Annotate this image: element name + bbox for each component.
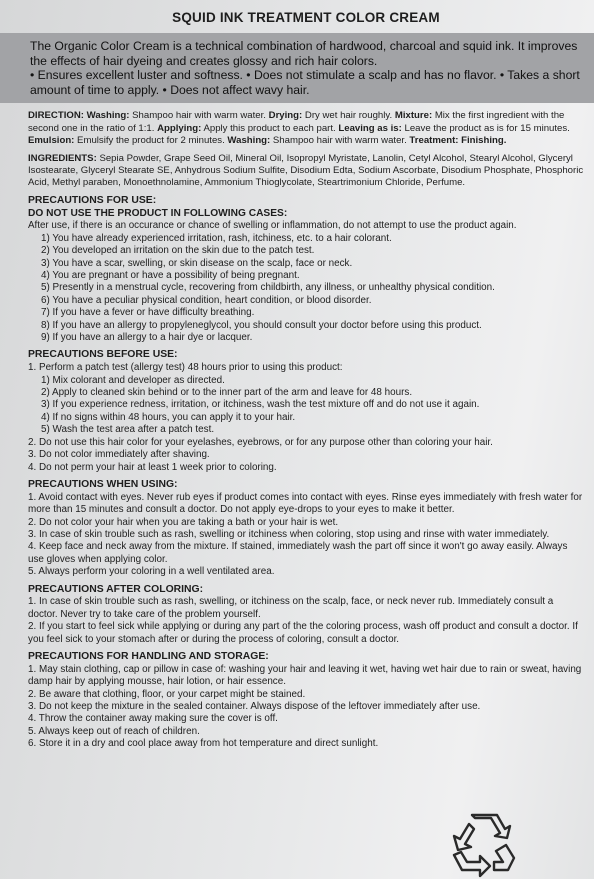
intro-band (0, 33, 594, 103)
list-item: 9) If you have an allergy to a hair dye or lacquer. (41, 332, 253, 344)
precautions-when-heading: PRECAUTIONS WHEN USING: (28, 478, 178, 490)
list-item: 7) If you have a fever or have difficulty breathing. (41, 307, 255, 319)
precautions-before-heading: PRECAUTIONS BEFORE USE: (28, 349, 178, 361)
mixture-label: Mixture: (394, 110, 433, 122)
direction-label: DIRECTION: (28, 110, 84, 122)
washing2-label: Washing: (227, 135, 271, 147)
list-item: 5) Wash the test area after a patch test. (41, 424, 215, 436)
list-item: 3) If you experience redness, irritation, or itchiness, wash the test mixture off and do not use it again. (41, 399, 480, 411)
list-item: 6. Store it in a dry and cool place away from hot temperature and direct sunlight. (28, 738, 379, 750)
applying-text: Apply this product to each part. (203, 122, 336, 134)
precautions-use-subheading: DO NOT USE THE PRODUCT IN FOLLOWING CASES: (28, 207, 288, 219)
list-item: 1) You have already experienced irritation, rash, itchiness, etc. to a hair colorant. (41, 232, 392, 244)
precautions-storage-list (28, 664, 584, 751)
ingredients-text: Sepia Powder, Grape Seed Oil, Mineral Oil, Isopropyl Myristate, Lanolin, Cetyl Alcohol, Stearyl Alcohol, Glyceryl Isostearate, Glyceryl Stearate SE, Anhydrous Sodium Sulfite, Disodium Edta, Sodium Ascorbate, Disodium Phosphate, Phosphoric Acid, Methyl paraben, Monoethnolamine, Ammonium Thioglycolate, Steartrimonium Chloride, Perfume. (28, 152, 584, 189)
list-item: 2. If you start to feel sick while applying or during any part of the the coloring process, wash off product and consult a doctor. If you feel sick to your stomach after or during the process of coloring, consult a doctor. (28, 621, 578, 645)
list-item: 4. Keep face and neck away from the mixture. If stained, immediately wash the part off since it won't go away easily. Always use gloves when applying color. (28, 541, 568, 565)
list-item: 3. In case of skin trouble such as rash, swelling or itchiness when coloring, stop using and rinse with water immediately. (28, 528, 550, 540)
page-title: SQUID INK TREATMENT COLOR CREAM (172, 10, 440, 25)
list-item: 2. Do not use this hair color for your eyelashes, eyebrows, or for any purpose other than coloring your hair. (28, 436, 493, 448)
precautions-storage-heading: PRECAUTIONS FOR HANDLING AND STORAGE: (28, 650, 269, 662)
washing-label: Washing: (86, 110, 130, 122)
precautions-before-list-cont (28, 437, 584, 474)
intro-text: The Organic Color Cream is a technical combination of hardwood, charcoal and squid ink. It improves the effects of hair dyeing and creates glossy and rich hair colors. (30, 39, 578, 68)
list-item: 8) If you have an allergy to propyleneglycol, you should consult your doctor before using this product. (41, 319, 482, 331)
list-item: 3. Do not color immediately after shaving. (28, 449, 210, 461)
precautions-use-lead: After use, if there is an occurance or chance of swelling or inflammation, do not attempt to use the product again. (28, 220, 517, 232)
list-item: 1. May stain clothing, cap or pillow in case of: washing your hair and leaving it wet, having wet hair due to rain or sweat, having damp hair by applying mousse, hair lotion, or hair essence. (28, 663, 582, 688)
list-item: 4) You are pregnant or have a possibility of being pregnant. (41, 270, 300, 282)
list-item: 5. Always perform your coloring in a well ventilated area. (28, 566, 275, 578)
precautions-use-list (28, 233, 584, 345)
list-item: 4. Throw the container away making sure the cover is off. (28, 713, 278, 725)
washing-text: Shampoo hair with warm water. (132, 110, 266, 122)
washing2-text: Shampoo hair with warm water. (272, 135, 407, 147)
emulsion-label: Emulsion: (28, 135, 75, 147)
precautions-when-list (28, 492, 584, 579)
list-item: 1. Perform a patch test (allergy test) 48 hours prior to using this product: (28, 362, 343, 374)
drying-label: Drying: (268, 110, 303, 122)
list-item: 2. Be aware that clothing, floor, or your carpet might be stained. (28, 688, 306, 700)
intro-bullets: • Ensures excellent luster and softness. • Does not stimulate a scalp and has no flavor. • Takes a short amount of time to apply. • Does not affect wavy hair. (30, 68, 580, 97)
ingredients-block (28, 153, 584, 190)
list-item: 1. In case of skin trouble such as rash, swelling, or itchiness on the scalp, face, or neck never rub. Immediately consult a doctor. Never try to take care of the problem yourself. (28, 596, 554, 620)
list-item: 3. Do not keep the mixture in the sealed container. Always dispose of the leftover immediately after use. (28, 700, 481, 712)
list-item: 5) Presently in a menstrual cycle, recovering from childbirth, any illness, or unhealthy physical condition. (41, 282, 495, 294)
list-item: 2) You developed an irritation on the skin due to the patch test. (41, 245, 315, 257)
list-item: 2. Do not color your hair when you are taking a bath or your hair is wet. (28, 516, 339, 528)
direction-block (28, 110, 584, 147)
precautions-use-heading: PRECAUTIONS FOR USE: (28, 194, 157, 206)
list-item: 6) You have a peculiar physical condition, heart condition, or blood disorder. (41, 294, 372, 306)
emulsion-text: Emulsify the product for 2 minutes. (77, 135, 225, 147)
drying-text: Dry wet hair roughly. (304, 110, 393, 122)
mixture-text: Mix the first ingredient with the second one in the ratio of 1:1. (28, 110, 565, 134)
recycle-icon (448, 812, 518, 878)
list-item: 5. Always keep out of reach of children. (28, 725, 200, 737)
precautions-after-list (28, 596, 584, 646)
ingredients-label: INGREDIENTS: (28, 152, 97, 164)
list-item: 2) Apply to cleaned skin behind or to the inner part of the arm and leave for 48 hours. (41, 387, 413, 399)
leaving-label: Leaving as is: (338, 122, 402, 134)
list-item: 3) You have a scar, swelling, or skin disease on the scalp, face or neck. (41, 257, 353, 269)
treatment-label: Treatment: Finishing. (409, 135, 507, 147)
list-item: 4. Do not perm your hair at least 1 week prior to coloring. (28, 461, 277, 473)
list-item: 4) If no signs within 48 hours, you can apply it to your hair. (41, 411, 296, 423)
patch-test-steps (28, 375, 584, 437)
list-item: 1) Mix colorant and developer as directed. (41, 374, 225, 386)
precautions-before-list (28, 362, 584, 374)
precautions-after-heading: PRECAUTIONS AFTER COLORING: (28, 583, 204, 595)
applying-label: Applying: (157, 122, 202, 134)
list-item: 1. Avoid contact with eyes. Never rub eyes if product comes into contact with eyes. Rinse eyes immediately with fresh water for more than 15 minutes and consult a doctor. Do not apply eye-drops to your eyes to make it better. (28, 491, 583, 516)
leaving-text: Leave the product as is for 15 minutes. (404, 122, 570, 134)
